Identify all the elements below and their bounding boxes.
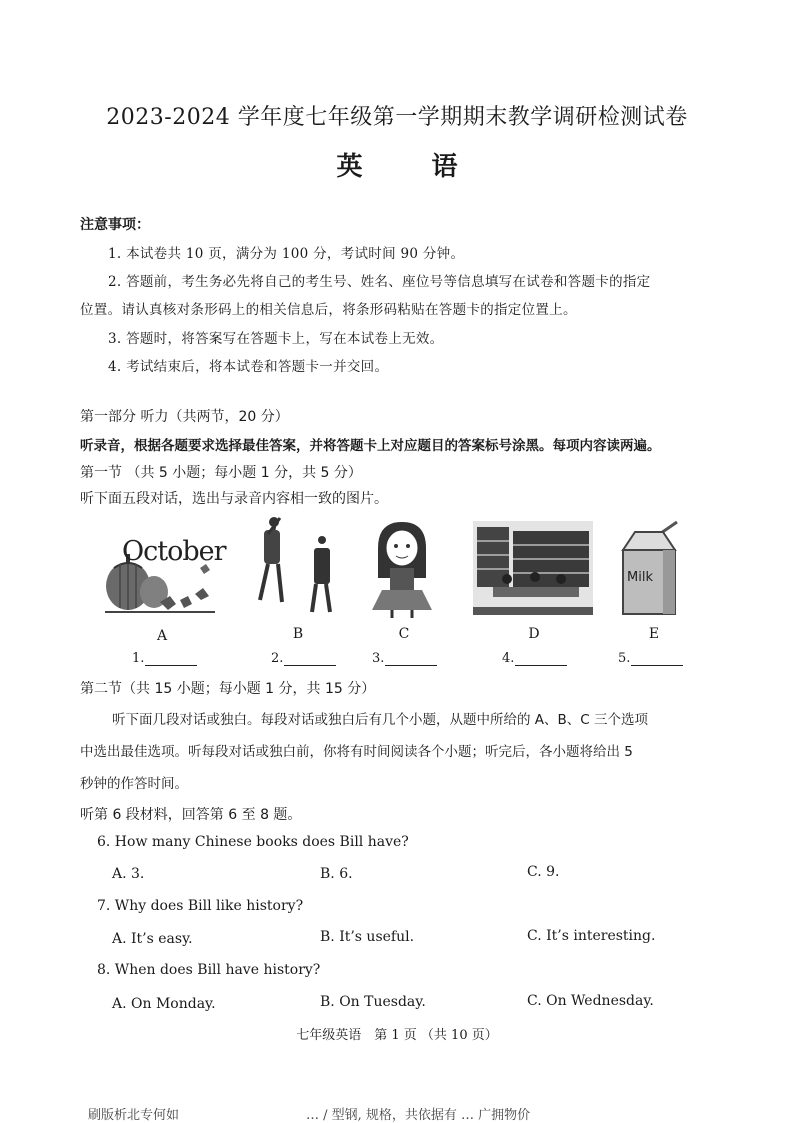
library-picture bbox=[473, 521, 593, 615]
picture-label-d: D bbox=[528, 626, 540, 642]
part1-heading: 第一部分 听力（共两节，20 分） bbox=[80, 409, 289, 425]
answer-blank-3 bbox=[372, 651, 437, 666]
girl-picture bbox=[362, 518, 442, 618]
blank-number: 4. bbox=[502, 651, 515, 666]
notice-item-1: 1. 本试卷共 10 页，满分为 100 分，考试时间 90 分钟。 bbox=[108, 246, 465, 262]
section2-instruction-line-2: 中选出最佳选项。听每段对话或独白前，你将有时间阅读各个小题；听完后，各小题将给出 5 bbox=[80, 744, 633, 760]
exam-title: 2023-2024 学年度七年级第一学期期末教学调研检测试卷 bbox=[106, 105, 688, 130]
question-7-option-c: C. It’s interesting. bbox=[527, 928, 656, 944]
blank-line bbox=[631, 652, 683, 666]
question-7-option-b: B. It’s useful. bbox=[320, 929, 415, 945]
section2-heading: 第二节（共 15 小题；每小题 1 分，共 15 分） bbox=[80, 681, 376, 697]
question-7-option-a: A. It’s easy. bbox=[112, 931, 193, 947]
notice-item-3: 3. 答题时，将答案写在答题卡上，写在本试卷上无效。 bbox=[108, 331, 444, 347]
blank-number: 1. bbox=[132, 651, 145, 666]
blank-number: 5. bbox=[618, 651, 631, 666]
blank-line bbox=[145, 652, 197, 666]
basketball-players-picture bbox=[250, 516, 340, 616]
blank-number: 3. bbox=[372, 651, 385, 666]
page-footer: 七年级英语 第 1 页 （共 10 页） bbox=[296, 1028, 498, 1043]
material-6-heading: 听第 6 段材料，回答第 6 至 8 题。 bbox=[80, 807, 302, 823]
milk-carton-picture bbox=[617, 520, 687, 616]
question-7: 7. Why does Bill like history? bbox=[97, 898, 304, 914]
question-6-option-a: A. 3. bbox=[112, 866, 145, 882]
picture-label-e: E bbox=[648, 626, 660, 642]
answer-blank-5 bbox=[618, 651, 683, 666]
notice-item-2: 2. 答题前，考生务必先将自己的考生号、姓名、座位号等信息填写在试卷和答题卡的指定 bbox=[108, 274, 651, 290]
answer-blank-2 bbox=[271, 651, 336, 666]
answer-blank-4 bbox=[502, 651, 567, 666]
milk-carton-icon bbox=[617, 520, 687, 616]
section2-instruction-line-3: 秒钟的作答时间。 bbox=[80, 776, 188, 792]
girl-icon bbox=[362, 518, 442, 618]
blank-line bbox=[515, 652, 567, 666]
picture-label-c: C bbox=[398, 626, 410, 642]
section2-instruction-line-1: 听下面几段对话或独白。每段对话或独白后有几个小题，从题中所给的 A、B、C 三个选项 bbox=[112, 712, 649, 728]
question-6-option-b: B. 6. bbox=[320, 866, 353, 882]
part1-instruction: 听录音，根据各题要求选择最佳答案，并将答题卡上对应题目的答案标号涂黑。每项内容读两遍。 bbox=[80, 438, 661, 454]
question-8-option-a: A. On Monday. bbox=[112, 996, 216, 1012]
notice-heading: 注意事项： bbox=[80, 217, 150, 233]
picture-label-b: B bbox=[292, 626, 304, 642]
blank-line bbox=[385, 652, 437, 666]
question-8: 8. When does Bill have history? bbox=[97, 962, 321, 978]
october-pumpkin-picture bbox=[100, 528, 226, 618]
section1-instruction: 听下面五段对话，选出与录音内容相一致的图片。 bbox=[80, 491, 388, 507]
bottom-left-text: 刷版析北专何如 bbox=[88, 1108, 180, 1123]
library-icon bbox=[473, 521, 593, 615]
blank-line bbox=[284, 652, 336, 666]
subject-title: 英 语 bbox=[336, 152, 488, 182]
section1-heading: 第一节 （共 5 小题；每小题 1 分，共 5 分） bbox=[80, 465, 362, 481]
basketball-players-icon bbox=[250, 516, 340, 616]
milk-text: Milk bbox=[627, 570, 653, 585]
blank-number: 2. bbox=[271, 651, 284, 666]
question-6-option-c: C. 9. bbox=[527, 864, 560, 880]
notice-item-2-cont: 位置。请认真核对条形码上的相关信息后，将条形码粘贴在答题卡的指定位置上。 bbox=[80, 302, 577, 318]
question-8-option-b: B. On Tuesday. bbox=[320, 994, 426, 1010]
bottom-right-text: … / 型钢, 规格，共依据有 … 广拥物价 bbox=[306, 1108, 531, 1123]
question-6: 6. How many Chinese books does Bill have? bbox=[97, 834, 409, 850]
answer-blank-1 bbox=[132, 651, 197, 666]
october-text: October bbox=[122, 536, 226, 567]
notice-item-4: 4. 考试结束后，将本试卷和答题卡一并交回。 bbox=[108, 359, 389, 375]
picture-label-a: A bbox=[156, 628, 168, 644]
question-8-option-c: C. On Wednesday. bbox=[527, 993, 654, 1009]
